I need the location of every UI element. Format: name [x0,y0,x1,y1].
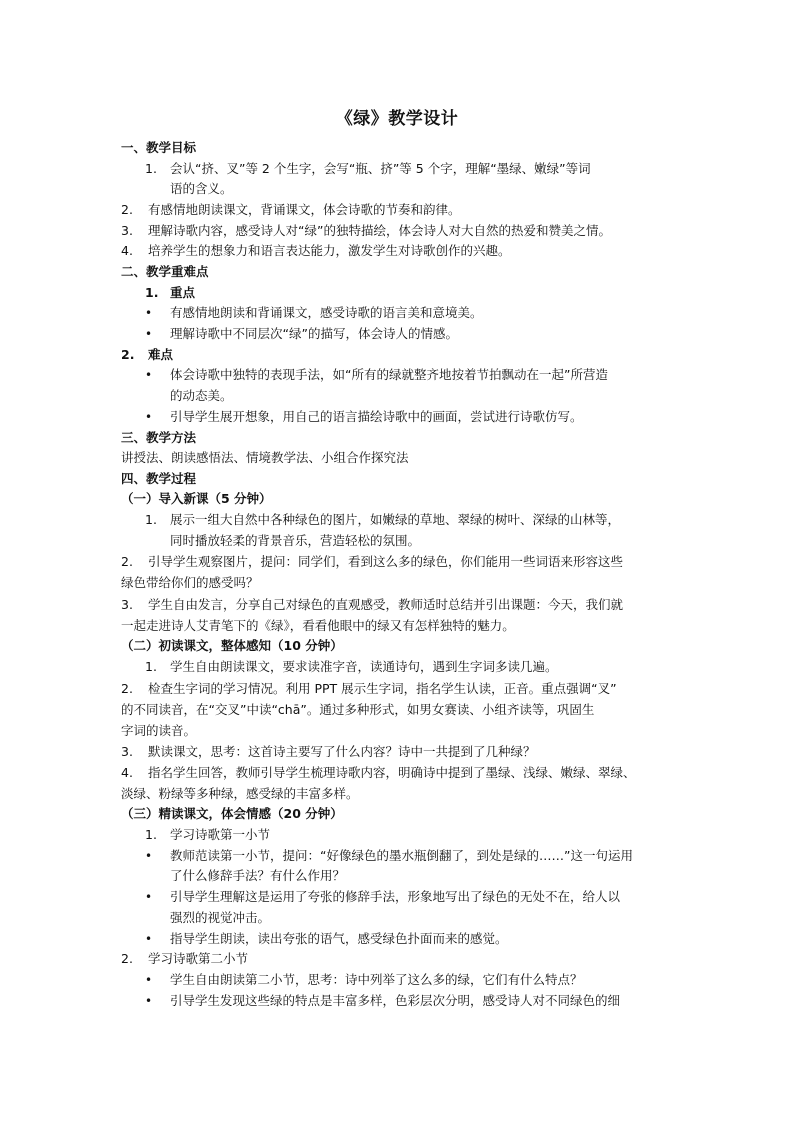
list-number: 3. [121,597,133,612]
list-number: 1. [145,161,157,176]
section-heading-methods: 三、教学方法 [121,430,197,445]
bullet-icon: • [145,932,153,946]
bullet-text: 理解诗歌中不同层次“绿”的描写，体会诗人的情感。 [170,326,458,341]
bullet-icon: • [145,890,153,904]
bullet-icon: • [145,849,153,863]
subheading-intro: （一）导入新课（5 分钟） [121,491,272,506]
bullet-text: 指导学生朗读，读出夸张的语气，感受绿色扑面而来的感觉。 [170,931,508,946]
list-number: 2. [121,554,133,569]
list-item-text: 默读课文，思考：这首诗主要写了什么内容？诗中一共提到了几种绿？ [148,744,536,759]
bullet-text: 有感情地朗读和背诵课文，感受诗歌的语言美和意境美。 [170,305,483,320]
list-item-text: 有感情地朗读课文，背诵课文，体会诗歌的节奏和韵律。 [148,202,461,217]
bullet-text: 了什么修辞手法？有什么作用？ [170,868,346,883]
subheading-key: 重点 [170,285,196,300]
list-item-text: 指名学生回答，教师引导学生梳理诗歌内容，明确诗中提到了墨绿、浅绿、嫩绿、翠绿、 [148,765,636,780]
bullet-text: 的动态美。 [170,388,233,403]
paragraph-text: 讲授法、朗读感悟法、情境教学法、小组合作探究法 [121,450,409,465]
list-item-text: 的不同读音，在“交叉”中读“chā”。通过多种形式，如男女赛读、小组齐读等，巩固生 [121,702,595,717]
bullet-icon: • [145,368,153,382]
section-heading-process: 四、教学过程 [121,471,197,486]
bullet-text: 引导学生理解这是运用了夸张的修辞手法，形象地写出了绿色的无处不在，给人以 [170,889,621,904]
list-item-text: 培养学生的想象力和语言表达能力，激发学生对诗歌创作的兴趣。 [148,243,511,258]
list-number: 2. [121,347,135,362]
list-item-text: 理解诗歌内容，感受诗人对“绿”的独特描绘，体会诗人对大自然的热爱和赞美之情。 [148,223,611,238]
list-item-text: 学习诗歌第一小节 [170,827,271,842]
list-item-text: 一起走进诗人艾青笔下的《绿》，看看他眼中的绿又有怎样独特的魅力。 [121,618,515,633]
bullet-text: 教师范读第一小节，提问：“好像绿色的墨水瓶倒翻了，到处是绿的……”这一句运用 [170,848,633,863]
list-number: 1. [145,285,159,300]
list-item-text: 字词的读音。 [121,723,197,738]
list-number: 1. [145,512,157,527]
list-number: 3. [121,744,133,759]
list-number: 3. [121,223,133,238]
list-item-text: 语的含义。 [170,181,233,196]
bullet-icon: • [145,327,153,341]
list-number: 4. [121,243,133,258]
list-number: 1. [145,659,157,674]
bullet-icon: • [145,994,153,1008]
section-heading-objectives: 一、教学目标 [121,140,197,155]
subheading-hard: 难点 [148,347,174,362]
bullet-text: 学生自由朗读第二小节，思考：诗中列举了这么多的绿，它们有什么特点？ [170,972,583,987]
list-item-text: 学习诗歌第二小节 [148,951,249,966]
bullet-text: 强烈的视觉冲击。 [170,910,271,925]
subheading-close-reading: （三）精读课文，体会情感（20 分钟） [121,806,343,821]
list-item-text: 绿色带给你们的感受吗？ [121,575,259,590]
list-item-text: 淡绿、粉绿等多种绿，感受绿的丰富多样。 [121,786,359,801]
bullet-text: 引导学生发现这些绿的特点是丰富多样，色彩层次分明，感受诗人对不同绿色的细 [170,993,621,1008]
document-title: 《绿》教学设计 [335,109,459,129]
list-item-text: 展示一组大自然中各种绿色的图片，如嫩绿的草地、翠绿的树叶、深绿的山林等， [170,512,621,527]
list-number: 1. [145,827,157,842]
section-heading-key-points: 二、教学重难点 [121,264,209,279]
list-number: 4. [121,765,133,780]
bullet-icon: • [145,306,153,320]
list-item-text: 学生自由发言，分享自己对绿色的直观感受，教师适时总结并引出课题：今天，我们就 [148,597,624,612]
list-number: 2. [121,681,133,696]
list-item-text: 学生自由朗读课文，要求读准字音，读通诗句，遇到生字词多读几遍。 [170,659,558,674]
list-item-text: 引导学生观察图片，提问：同学们，看到这么多的绿色，你们能用一些词语来形容这些 [148,554,624,569]
bullet-icon: • [145,973,153,987]
list-number: 2. [121,951,133,966]
bullet-text: 引导学生展开想象，用自己的语言描绘诗歌中的画面，尝试进行诗歌仿写。 [170,409,583,424]
bullet-text: 体会诗歌中独特的表现手法，如“所有的绿就整齐地按着节拍飘动在一起”所营造 [170,367,608,382]
subheading-first-reading: （二）初读课文，整体感知（10 分钟） [121,638,343,653]
list-item-text: 同时播放轻柔的背景音乐，营造轻松的氛围。 [170,533,421,548]
list-number: 2. [121,202,133,217]
bullet-icon: • [145,410,153,424]
list-item-text: 检查生字词的学习情况。利用 PPT 展示生字词，指名学生认读，正音。重点强调“叉” [148,681,617,696]
list-item-text: 会认“挤、叉”等 2 个生字，会写“瓶、挤”等 5 个字，理解“墨绿、嫩绿”等词 [170,161,591,176]
